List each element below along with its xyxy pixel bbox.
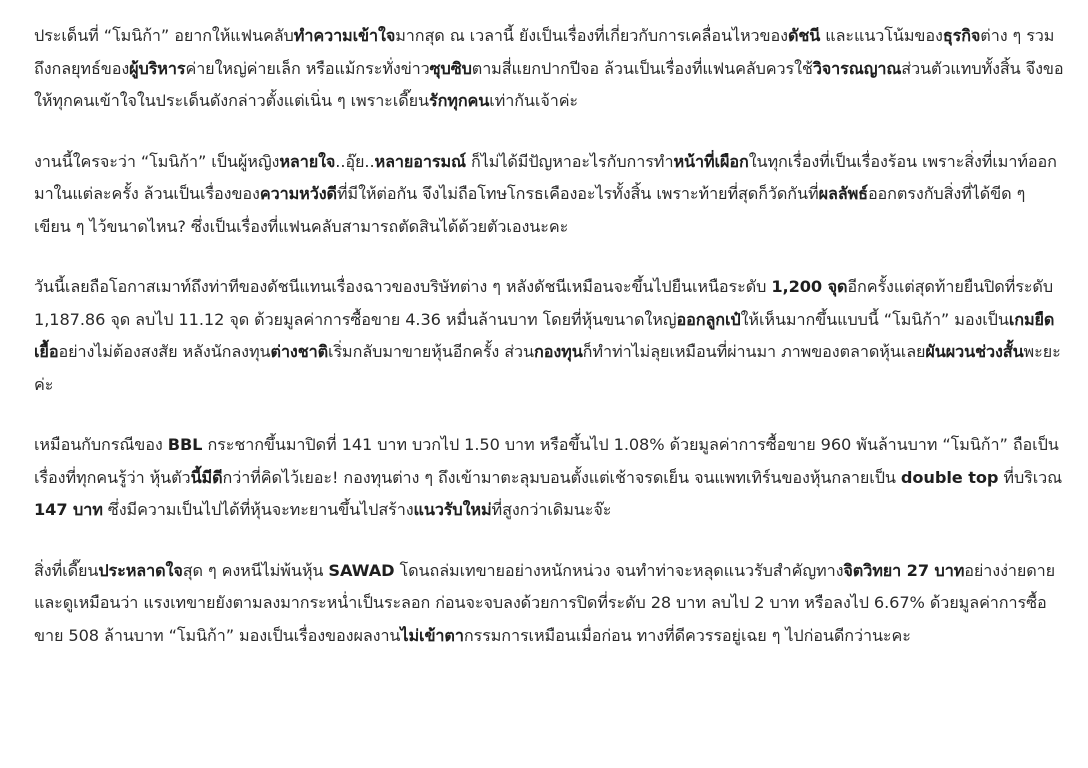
body-text: ก็ทำท่าไม่ลุยเหมือนที่ผ่านมา ภาพของตลาดหุ้นเลย (582, 342, 926, 361)
article-paragraph (34, 146, 1064, 244)
bold-text: 147 บาท (34, 500, 103, 519)
body-text: เท่ากันเจ้าค่ะ (489, 91, 579, 110)
bold-text: ซุบซิบ (429, 58, 472, 78)
body-text: และแนวโน้มของ (820, 26, 943, 45)
body-text: สิ่งที่เดี๊ยน (34, 560, 99, 580)
bold-text: หลายใจ (279, 151, 336, 171)
article-paragraph (34, 20, 1064, 118)
bold-text: ทำความเข้าใจ (293, 26, 396, 45)
bold-text: วิจารณญาณ (812, 58, 902, 78)
article-paragraph (34, 429, 1064, 527)
body-text: เหมือนกับกรณีของ (34, 435, 168, 454)
bold-text: double top (900, 467, 999, 487)
bold-text: นี้มีดี (190, 467, 223, 487)
body-text: กรรมการเหมือนเมื่อก่อน ทางที่ดีควรรอยู่เฉย ๆ ไปก่อนดีกว่านะคะ (463, 625, 911, 645)
body-text: วันนี้เลยถือโอกาสเมาท์ถึงท่าทีของดัชนีแทนเรื่องฉาวของบริษัทต่าง ๆ หลังดัชนีเหมือนจะขึ้นไปยืนเหนือระดับ (34, 277, 772, 296)
body-text: อย่างไม่ต้องสงสัย หลังนักลงทุน (58, 342, 271, 361)
body-text: พะยะค่ะ (34, 342, 1061, 394)
bold-text: แนวรับใหม่ (413, 500, 492, 519)
body-text: ต่าง ๆ รวมถึงกลยุทธ์ของ (34, 26, 1055, 78)
body-text: ส่วนตัวแทบทั้งสิ้น จึงขอให้ทุกคนเข้าใจในประเด็นดังกล่าวตั้งแต่เนิ่น ๆ เพราะเดี๊ยน (34, 58, 1064, 110)
body-text: ที่มีให้ต่อกัน จึงไม่ถือโทษโกรธเคืองอะไรทั้งสิ้น เพราะท้ายที่สุดก็วัดกันที่ (336, 184, 819, 203)
bold-text: เกมยืดเยื้อ (34, 309, 1055, 361)
bold-text: SAWAD (328, 560, 395, 580)
body-text: อีกครั้งแต่สุดท้ายยืนปิดที่ระดับ 1,187.86 จุด ลบไป 11.12 จุด ด้วยมูลค่าการซื้อขาย 4.36 หมื่นล้านบาท โดยที่หุ้นขนาดใหญ่ (34, 277, 1054, 329)
bold-text: ธุรกิจ (942, 26, 981, 45)
body-text: ก็ไม่ได้มีปัญหาอะไรกับการทำ (465, 151, 674, 171)
body-text: ที่บริเวณ (998, 467, 1063, 487)
article-paragraph (34, 271, 1064, 401)
article-body (34, 20, 1064, 680)
bold-text: ไม่เข้าตา (400, 625, 464, 645)
body-text: ซึ่งมีความเป็นไปได้ที่หุ้นจะทะยานขึ้นไปสร้าง (102, 500, 414, 519)
body-text: ตามสี่แยกปากปีจอ ล้วนเป็นเรื่องที่แฟนคลับควรใช้ (471, 58, 813, 78)
bold-text: จิตวิทยา 27 บาท (843, 560, 965, 580)
bold-text: ดัชนี (787, 26, 821, 45)
body-text: มากสุด ณ เวลานี้ ยังเป็นเรื่องที่เกี่ยวกับการเคลื่อนไหวของ (395, 26, 788, 45)
bold-text: 1,200 จุด (771, 277, 848, 296)
bold-text: รักทุกคน (428, 91, 490, 110)
bold-text: ผู้บริหาร (129, 58, 186, 78)
bold-text: ความหวังดี (259, 184, 337, 203)
article-paragraph (34, 555, 1064, 653)
bold-text: หลายอารมณ์ (374, 151, 466, 171)
bold-text: BBL (167, 435, 203, 454)
body-text: สุด ๆ คงหนีไม่พ้นหุ้น (182, 560, 329, 580)
body-text: ..อุ๊ย.. (335, 151, 375, 171)
body-text: ในทุกเรื่องที่เป็นเรื่องร้อน เพราะสิ่งที่เมาท์ออกมาในแต่ละครั้ง ล้วนเป็นเรื่องของ (34, 151, 1057, 203)
body-text: ประเด็นที่ “โมนิก้า” อยากให้แฟนคลับ (34, 26, 294, 45)
bold-text: ออกลูกเป๋ (676, 309, 741, 329)
body-text: งานนี้ใครจะว่า “โมนิก้า” เป็นผู้หญิง (34, 151, 280, 171)
bold-text: ผลลัพธ์ (818, 184, 868, 203)
body-text: ให้เห็นมากขึ้นแบบนี้ “โมนิก้า” มองเป็น (740, 309, 1009, 329)
bold-text: กองทุน (534, 342, 583, 361)
bold-text: หน้าที่เผือก (673, 151, 749, 171)
bold-text: ผันผวนช่วงสั้น (925, 342, 1024, 361)
body-text: โดนถล่มเทขายอย่างหนักหน่วง จนทำท่าจะหลุดแนวรับสำคัญทาง (394, 560, 844, 580)
body-text: กว่าที่คิดไว้เยอะ! กองทุนต่าง ๆ ถึงเข้ามาตะลุมบอนตั้งแต่เช้าจรดเย็น จนแพทเทิร์นของหุ้นกลายเป็น (222, 467, 901, 487)
bold-text: ประหลาดใจ (98, 560, 183, 580)
body-text: อย่างง่ายดาย และดูเหมือนว่า แรงเทขายยังตามลงมากระหน่ำเป็นระลอก ก่อนจะจบลงด้วยการปิดที่ระดับ 28 บาท ลบไป 2 บาท หรือลงไป 6.67% ด้วยมูลค่าการซื้อขาย 508 ล้านบาท “โมนิก้า” มองเป็นเรื่องของผลงาน (34, 560, 1056, 645)
bold-text: ต่างชาติ (270, 342, 329, 361)
body-text: เริ่มกลับมาขายหุ้นอีกครั้ง ส่วน (328, 342, 534, 361)
body-text: ค่ายใหญ่ค่ายเล็ก หรือแม้กระทั่งข่าว (185, 58, 430, 78)
body-text: กระชากขึ้นมาปิดที่ 141 บาท บวกไป 1.50 บาท หรือขึ้นไป 1.08% ด้วยมูลค่าการซื้อขาย 960 พันล้านบาท “โมนิก้า” ถือเป็นเรื่องที่ทุกคนรู้ว่า หุ้นตัว (34, 435, 1059, 487)
body-text: ออกตรงกับสิ่งที่ได้ขีด ๆ เขียน ๆ ไว้ขนาดไหน? ซึ่งเป็นเรื่องที่แฟนคลับสามารถตัดสินได้ด้วยตัวเองนะคะ (34, 184, 1026, 236)
body-text: ที่สูงกว่าเดิมนะจ๊ะ (491, 500, 612, 519)
